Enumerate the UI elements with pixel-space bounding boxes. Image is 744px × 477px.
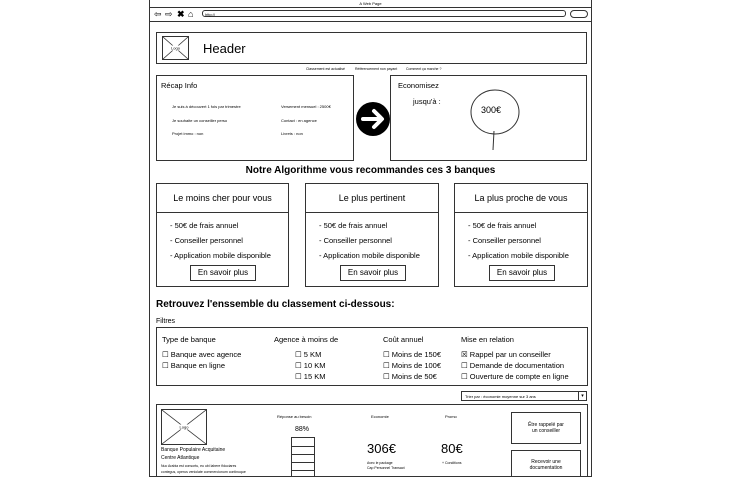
gauge-segment xyxy=(292,462,314,463)
bank-card xyxy=(305,183,439,287)
recap-panel xyxy=(156,75,354,161)
filter-col-title: Agence à moins de xyxy=(274,335,339,344)
close-x-icon[interactable]: ✖ xyxy=(177,9,185,19)
col-promo-title: Promo xyxy=(445,414,457,419)
econ-amount: 306€ xyxy=(367,441,396,456)
filter-checkbox[interactable]: ☐ Banque en ligne xyxy=(162,361,226,370)
url-input[interactable]: http:// xyxy=(202,10,566,17)
bank-feature: - Conseiller personnel xyxy=(468,236,541,245)
bank-card-title: Le moins cher pour vous xyxy=(157,184,288,213)
callback-button-label: un conseiller xyxy=(531,428,561,434)
back-arrow-icon[interactable]: ⇦ xyxy=(154,9,162,19)
documentation-button-label: Recevoir une xyxy=(531,459,561,465)
link-referencement[interactable]: Référencement non payant xyxy=(355,67,398,71)
result-card xyxy=(156,404,588,477)
filters-panel xyxy=(156,327,588,386)
bank-card-title: Le plus pertinent xyxy=(306,184,438,213)
bank-feature: - 50€ de frais annuel xyxy=(468,221,537,230)
callback-button-label: Être rappelé par xyxy=(528,422,564,428)
header-bar xyxy=(156,32,587,64)
filter-col-title: Coût annuel xyxy=(383,335,424,344)
bank-logo: Logo xyxy=(161,409,207,445)
bank-name: Centre Atlantique xyxy=(161,455,200,461)
logo[interactable]: Logo xyxy=(162,36,189,60)
savings-title: Economisez xyxy=(398,81,439,90)
col-needs-title: Réponse au besoin xyxy=(277,414,312,419)
documentation-button-label: documentation xyxy=(529,465,563,471)
filter-checkbox[interactable]: ☐ 15 KM xyxy=(295,372,326,381)
filter-checkbox[interactable]: ☐ Moins de 150€ xyxy=(383,350,442,359)
gauge-segment xyxy=(292,454,314,455)
arrow-right-icon xyxy=(353,100,393,138)
bank-feature: - 50€ de frais annuel xyxy=(319,221,388,230)
recap-item: Je suis à découvert 1 fois par trimestre xyxy=(172,104,241,109)
page-header-title: Header xyxy=(203,41,246,56)
window-title: A Web Page xyxy=(150,0,591,8)
sort-select-label: Trier par : économie moyenne sur 3 ans xyxy=(465,394,536,399)
savings-circle xyxy=(469,87,521,151)
filter-col-title: Type de banque xyxy=(162,335,216,344)
econ-note: Cap Personnel Transact xyxy=(367,466,405,470)
promo-amount: 80€ xyxy=(441,441,463,456)
filters-label: Filtres xyxy=(156,318,176,325)
savings-amount: 300€ xyxy=(481,105,502,115)
bank-feature: - Conseiller personnel xyxy=(170,236,243,245)
col-econ-title: Economie xyxy=(371,414,389,419)
algo-heading: Notre Algorithme vous recommandes ces 3 banques xyxy=(245,165,496,176)
en-savoir-plus-button[interactable]: En savoir plus xyxy=(340,265,406,281)
filter-checkbox[interactable]: ☒ Rappel par un conseiller xyxy=(461,350,551,359)
needs-gauge xyxy=(291,437,315,477)
gauge-segment xyxy=(292,470,314,471)
recap-item: Versement mensuel : 2500€ xyxy=(281,104,331,109)
filter-checkbox[interactable]: ☐ Moins de 100€ xyxy=(383,361,442,370)
bank-card-title: La plus proche de vous xyxy=(455,184,587,213)
en-savoir-plus-button[interactable]: En savoir plus xyxy=(489,265,555,281)
search-field[interactable] xyxy=(570,10,588,18)
bank-desc: Nuc Arabia est consortu, eu ubi labere fiduciares xyxy=(161,464,237,468)
sort-select[interactable] xyxy=(461,391,587,401)
recap-item: Projet immo : non xyxy=(172,131,204,136)
filter-checkbox[interactable]: ☐ Demande de documentation xyxy=(461,361,565,370)
callback-button[interactable] xyxy=(511,412,581,444)
bank-name: Banque Populaire Acquitaine xyxy=(161,447,226,453)
link-classement[interactable]: Classement est actualisé xyxy=(306,67,345,71)
savings-panel xyxy=(390,75,587,161)
bank-desc: contegus, operus veniolate commercionum continuque xyxy=(161,470,246,474)
documentation-button[interactable] xyxy=(511,450,581,477)
bank-feature: - Application mobile disponible xyxy=(468,251,569,260)
recap-item: Livrets : non xyxy=(281,131,303,136)
filter-col-title: Mise en relation xyxy=(461,335,514,344)
bank-feature: - Conseiller personnel xyxy=(319,236,392,245)
bank-feature: - Application mobile disponible xyxy=(170,251,271,260)
forward-arrow-icon[interactable]: ⇨ xyxy=(165,9,173,19)
filter-checkbox[interactable]: ☐ Moins de 50€ xyxy=(383,372,437,381)
recap-item: Je souhaite un conseiller perso xyxy=(172,118,228,123)
bank-feature: - Application mobile disponible xyxy=(319,251,420,260)
en-savoir-plus-button[interactable]: En savoir plus xyxy=(190,265,256,281)
recap-title: Récap Info xyxy=(161,81,198,90)
bank-feature: - 50€ de frais annuel xyxy=(170,221,239,230)
filter-checkbox[interactable]: ☐ Ouverture de compte en ligne xyxy=(461,372,569,381)
bank-card xyxy=(156,183,289,287)
gauge-segment xyxy=(292,446,314,447)
browser-window xyxy=(149,0,592,477)
filter-checkbox[interactable]: ☐ 5 KM xyxy=(295,350,322,359)
bank-card xyxy=(454,183,588,287)
filter-checkbox[interactable]: ☐ Banque avec agence xyxy=(162,350,242,359)
home-icon[interactable]: ⌂ xyxy=(188,9,194,19)
ranking-heading: Retrouvez l'enssemble du classement ci-dessous: xyxy=(156,299,395,310)
link-comment[interactable]: Comment ça marche ? xyxy=(406,67,442,71)
recap-item: Contact : en agence xyxy=(281,118,317,123)
chevron-down-icon[interactable]: ▾ xyxy=(578,392,586,400)
address-bar xyxy=(150,7,591,22)
filter-checkbox[interactable]: ☐ 10 KM xyxy=(295,361,326,370)
econ-note: Avec le package xyxy=(367,461,393,465)
promo-note: + Conditions xyxy=(442,461,462,465)
savings-subtitle: jusqu'à : xyxy=(413,97,441,106)
needs-percent: 88% xyxy=(295,426,310,433)
